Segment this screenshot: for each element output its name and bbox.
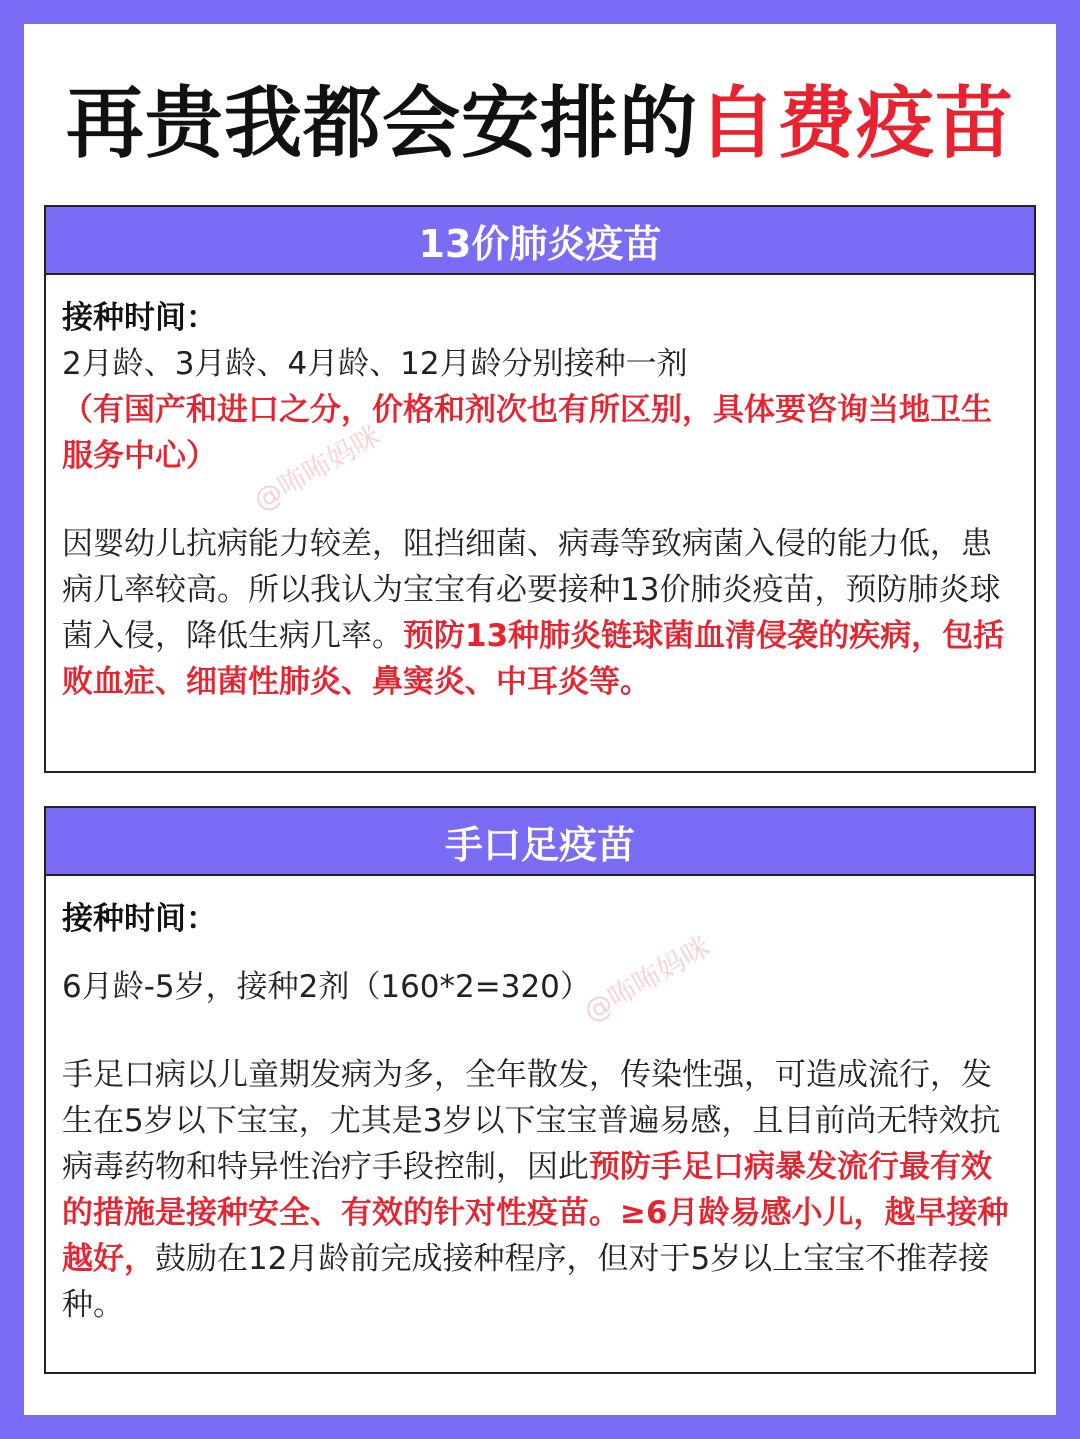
card-body [46,876,1034,1328]
page [24,24,1056,1415]
card-header: 手口足疫苗 [46,808,1034,876]
card-header: 13价肺炎疫苗 [46,207,1034,275]
description [62,1052,1018,1328]
title-main: 再贵我都会安排的 [65,79,698,169]
watermark: @咘咘妈咪 [247,419,386,518]
page-title [24,79,1056,169]
watermark: @咘咘妈咪 [577,930,716,1029]
note-text: （有国产和进口之分，价格和剂次也有所区别，具体要咨询当地卫生服务中心） [62,392,992,474]
schedule-text: 6月龄-5岁，接种2剂（160*2=320） [62,969,591,1005]
schedule-text: 2月龄、3月龄、4月龄、12月龄分别接种一剂 [62,346,688,382]
title-highlight: 自费疫苗 [698,79,1015,169]
description-highlight: 预防手足口病暴发流行最有效的措施是接种安全、有效的针对性疫苗。≥6月龄易感小儿，越早接种越好， [62,1149,1009,1277]
description-normal: 因婴幼儿抗病能力较差，阻挡细菌、病毒等致病菌入侵的能力低，患病几率较高。所以我认为宝宝有必要接种13价肺炎疫苗，预防肺炎球菌入侵，降低生病几率。 [62,526,1001,654]
card-body [46,275,1034,705]
vaccine-card-pneumonia [44,205,1036,773]
description-normal-2: 鼓励在12月龄前完成接种程序，但对于5岁以上宝宝不推荐接种。 [62,1241,990,1323]
description [62,521,1018,705]
schedule-label: 接种时间： [62,901,217,937]
description-normal: 手足口病以儿童期发病为多，全年散发，传染性强，可造成流行，发生在5岁以下宝宝，尤其是3岁以下宝宝普遍易感，且目前尚无特效抗病毒药物和特异性治疗手段控制，因此 [62,1057,1001,1185]
vaccine-card-hfmd [44,806,1036,1374]
description-highlight: 预防13种肺炎链球菌血清侵袭的疾病，包括败血症、细菌性肺炎、鼻窦炎、中耳炎等。 [62,618,1005,700]
schedule-label: 接种时间： [62,300,217,336]
